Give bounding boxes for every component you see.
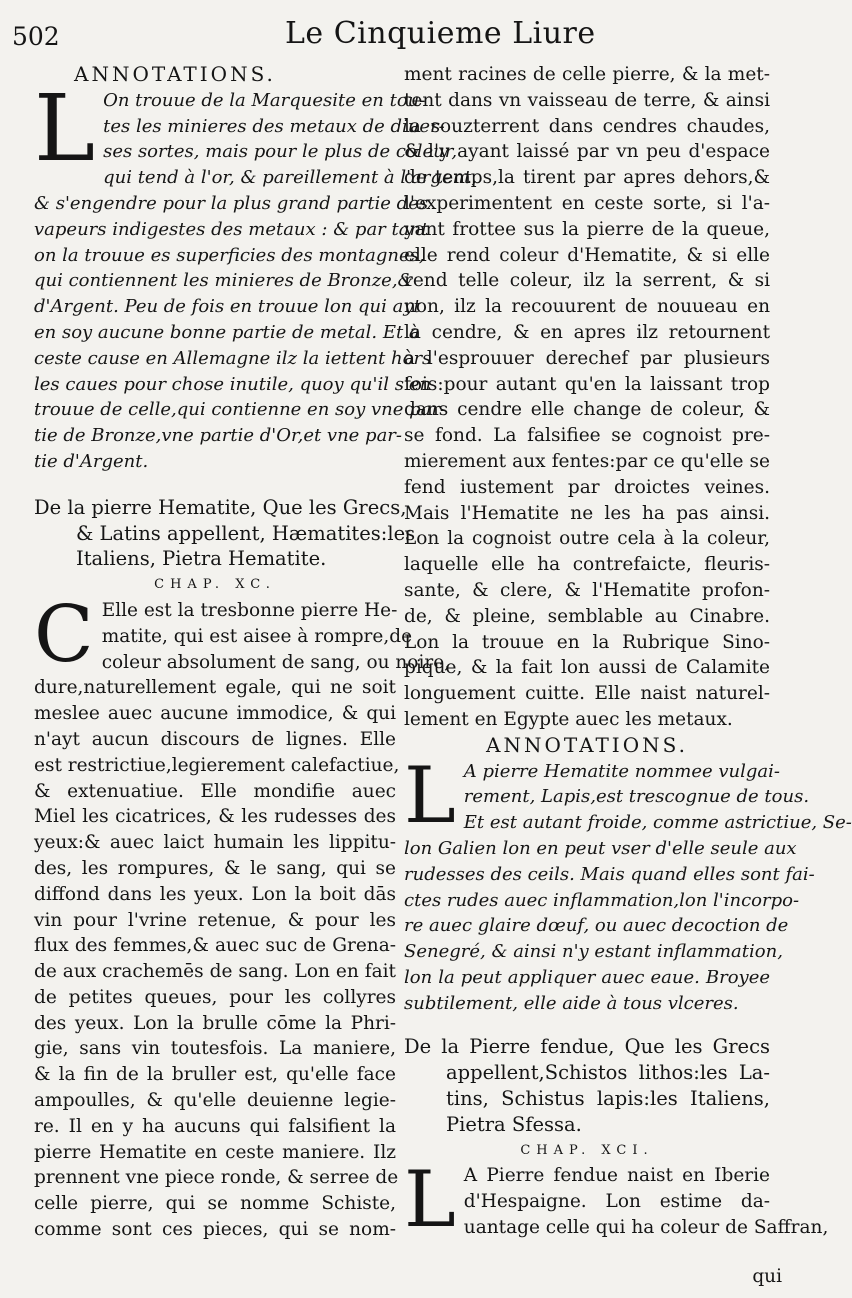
text-line: l'experimentent en ceste sorte, si l'a- xyxy=(404,192,770,214)
page-number: 502 xyxy=(12,22,60,51)
text-line: la cendre, & en apres ilz retournent xyxy=(404,321,770,343)
text-line: trouue de celle,qui contienne en soy vne par- xyxy=(34,399,447,421)
text-line: tins, Schistus lapis:les Italiens, xyxy=(446,1087,770,1111)
chapter-number: CHAP. XCI. xyxy=(520,1142,654,1158)
text-line: A pierre Hematite nommee vulgai- xyxy=(463,760,780,782)
text-line: laquelle elle ha contrefaicte, fleuris- xyxy=(404,554,770,576)
running-head: Le Cinquieme Liure xyxy=(285,16,596,51)
text-line: celle pierre, qui se nomme Schiste, xyxy=(34,1193,396,1215)
chapter-text xyxy=(404,1155,829,1246)
text-line: vapeurs indigestes des metaux : & par tant xyxy=(34,218,429,240)
text-line: les caues pour chose inutile, quoy qu'il s'en xyxy=(34,373,432,395)
text-line: Pietra Sfessa. xyxy=(446,1112,582,1136)
text-line: & extenuatiue. Elle mondifie auec xyxy=(34,780,396,802)
text-line: tie de Bronze,vne partie d'Or,et vne par- xyxy=(34,425,402,447)
text-line: re. Il en y ha aucuns qui falsifient la xyxy=(34,1115,396,1137)
text-line: qui contiennent les minieres de Bronze,& xyxy=(34,270,414,292)
text-line: Italiens, Pietra Hematite. xyxy=(76,547,327,571)
annotations-heading: ANNOTATIONS. xyxy=(74,62,276,86)
text-line: matite, qui est aisee à rompre,de xyxy=(101,625,413,647)
chapter-block xyxy=(404,1155,829,1246)
text-line: Mais l'Hematite ne les ha pas ainsi. xyxy=(404,502,770,524)
catchword: qui xyxy=(752,1266,782,1287)
text-line: ses sortes, mais pour le plus de coleur, xyxy=(103,141,458,163)
text-line: yeux:& auec laict humain les lippitu- xyxy=(34,832,396,854)
text-line: & s'engendre pour la plus grand partie des xyxy=(34,192,429,214)
annotations-text xyxy=(404,750,852,1017)
text-line: se fond. La falsifiee se cognoist pre- xyxy=(404,425,770,447)
text-line: & la fin de la bruller est, qu'elle face xyxy=(34,1064,396,1086)
text-line: la souzterrent dans cendres chaudes, xyxy=(404,115,770,137)
text-line: coleur absolument de sang, ou noire, xyxy=(101,651,451,673)
text-line: flux des femmes,& auec suc de Grena- xyxy=(34,935,396,957)
text-line: de petites queues, pour les collyres xyxy=(34,986,396,1008)
text-line: de temps,la tirent par apres dehors,& xyxy=(404,167,770,189)
text-line: ceste cause en Allemagne ilz la iettent hors xyxy=(34,347,432,369)
text-line: rement, Lapis,est trescognue de tous. xyxy=(463,786,810,808)
text-line: qui tend à l'or, & pareillement à l'argent, xyxy=(103,167,478,189)
left-column xyxy=(34,62,478,1243)
text-line: Et est autant froide, comme astrictiue, Se- xyxy=(463,812,852,834)
chapter-title xyxy=(34,495,416,572)
text-line: subtilement, elle aide à tous vlceres. xyxy=(404,992,739,1014)
text-line: lon Galien lon en peut vser d'elle seule aux xyxy=(404,837,797,859)
text-line: De la Pierre fendue, Que les Grecs xyxy=(404,1035,770,1059)
drop-cap: L xyxy=(404,750,456,841)
text-line: ampoulles, & qu'elle deuienne legie- xyxy=(34,1090,396,1112)
text-line: vin pour l'vrine retenue, & pour les xyxy=(34,909,396,931)
text-line: comme sont ces pieces, qui se nom- xyxy=(34,1219,396,1241)
right-column xyxy=(404,62,852,1246)
text-line: On trouue de la Marquesite en tou- xyxy=(103,89,426,111)
text-line: Lon la cognoist outre cela à la coleur, xyxy=(404,528,770,550)
text-line: appellent,Schistos lithos:les La- xyxy=(446,1061,770,1085)
text-line: re auec glaire dœuf, ou auec decoction de xyxy=(404,915,789,937)
text-line: De la pierre Hematite, Que les Grecs, xyxy=(34,495,407,519)
text-line: tes les minieres des metaux de diuer- xyxy=(103,115,445,137)
chapter-number: CHAP. XC. xyxy=(154,577,276,593)
text-line: & Latins appellent, Hæmatites:les xyxy=(76,521,416,545)
text-line: fois:pour autant qu'en la laissant trop xyxy=(404,373,770,395)
text-line: yant frottee sus la pierre de la queue, xyxy=(404,218,770,240)
text-line: non, ilz la recouurent de nouueau en xyxy=(404,296,770,318)
chapter-text xyxy=(34,589,451,1243)
text-line: pique, & la fait lon aussi de Calamite xyxy=(404,657,770,679)
chapter-block xyxy=(34,589,451,1243)
drop-cap: L xyxy=(34,74,96,182)
text-line: gie, sans vin toutesfois. La maniere, xyxy=(34,1038,396,1060)
text-line: dure,naturellement egale, qui ne soit xyxy=(34,677,396,699)
text-line: diffond dans les yeux. Lon la boit dās xyxy=(34,883,396,905)
text-line: ctes rudes auec inflammation,lon l'incorpo- xyxy=(404,889,800,911)
text-line: de aux crachemēs de sang. Lon en fait xyxy=(34,961,396,983)
text-line: Lon la trouue en la Rubrique Sino- xyxy=(404,631,770,653)
text-line: A Pierre fendue naist en Iberie xyxy=(463,1165,770,1187)
text-line: n'ayt aucun discours de lignes. Elle xyxy=(34,728,396,750)
text-line: elle rend coleur d'Hematite, & si elle xyxy=(404,244,770,266)
text-line: de, & pleine, semblable au Cinabre. xyxy=(404,605,770,627)
text-line: & l'y ayant laissé par vn peu d'espace xyxy=(404,141,770,163)
text-line: tent dans vn vaisseau de terre, & ainsi xyxy=(404,89,770,111)
text-line: d'Argent. Peu de fois en trouue lon qui ayt xyxy=(34,296,421,318)
text-line: en soy aucune bonne partie de metal. Et à xyxy=(34,321,420,343)
text-line: dans cendre elle change de coleur, & xyxy=(404,399,770,421)
drop-cap: C xyxy=(34,589,94,680)
annotations-block xyxy=(404,750,852,1017)
chapter-title xyxy=(404,1034,770,1137)
text-line: Miel les cicatrices, & les rudesses des xyxy=(34,806,396,828)
text-line: ment racines de celle pierre, & la met- xyxy=(404,64,770,85)
text-line: des, les rompures, & le sang, qui se xyxy=(34,857,396,879)
text-line: mierement aux fentes:par ce qu'elle se xyxy=(404,450,770,472)
text-line: longuement cuitte. Elle naist naturel- xyxy=(404,683,770,705)
text-line: sante, & clere, & l'Hematite profon- xyxy=(404,579,770,601)
text-line: Elle est la tresbonne pierre He- xyxy=(101,599,398,621)
text-line: lement en Egypte auec les metaux. xyxy=(404,708,733,730)
text-line: pierre Hematite en ceste maniere. Ilz xyxy=(34,1141,396,1163)
continuation-text xyxy=(404,62,770,733)
text-line: prennent vne piece ronde, & serree de xyxy=(34,1167,399,1189)
text-line: est restrictiue,legierement calefactiue, xyxy=(34,754,400,776)
text-line: lon la peut appliquer auec eaue. Broyee xyxy=(404,966,770,988)
text-line: fend iustement par droictes veines. xyxy=(404,476,770,498)
text-line: à l'esprouuer derechef par plusieurs xyxy=(404,347,770,369)
text-line: uantage celle qui ha coleur de Saffran, xyxy=(463,1217,829,1239)
text-line: rudesses des ceils. Mais quand elles sont fai- xyxy=(404,863,815,885)
drop-cap: L xyxy=(404,1155,456,1246)
text-line: on la trouue es superficies des montagnes, xyxy=(34,244,425,266)
text-line: des yeux. Lon la brulle cōme la Phri- xyxy=(34,1012,396,1034)
text-line: tie d'Argent. xyxy=(34,450,149,472)
text-line: Senegré, & ainsi n'y estant inflammation, xyxy=(404,941,783,963)
text-line: d'Hespaigne. Lon estime da- xyxy=(463,1191,770,1213)
annotations-heading: ANNOTATIONS. xyxy=(486,732,688,757)
text-line: rend telle coleur, ilz la serrent, & si xyxy=(404,270,770,292)
text-line: meslee auec aucune immodice, & qui xyxy=(34,703,396,725)
